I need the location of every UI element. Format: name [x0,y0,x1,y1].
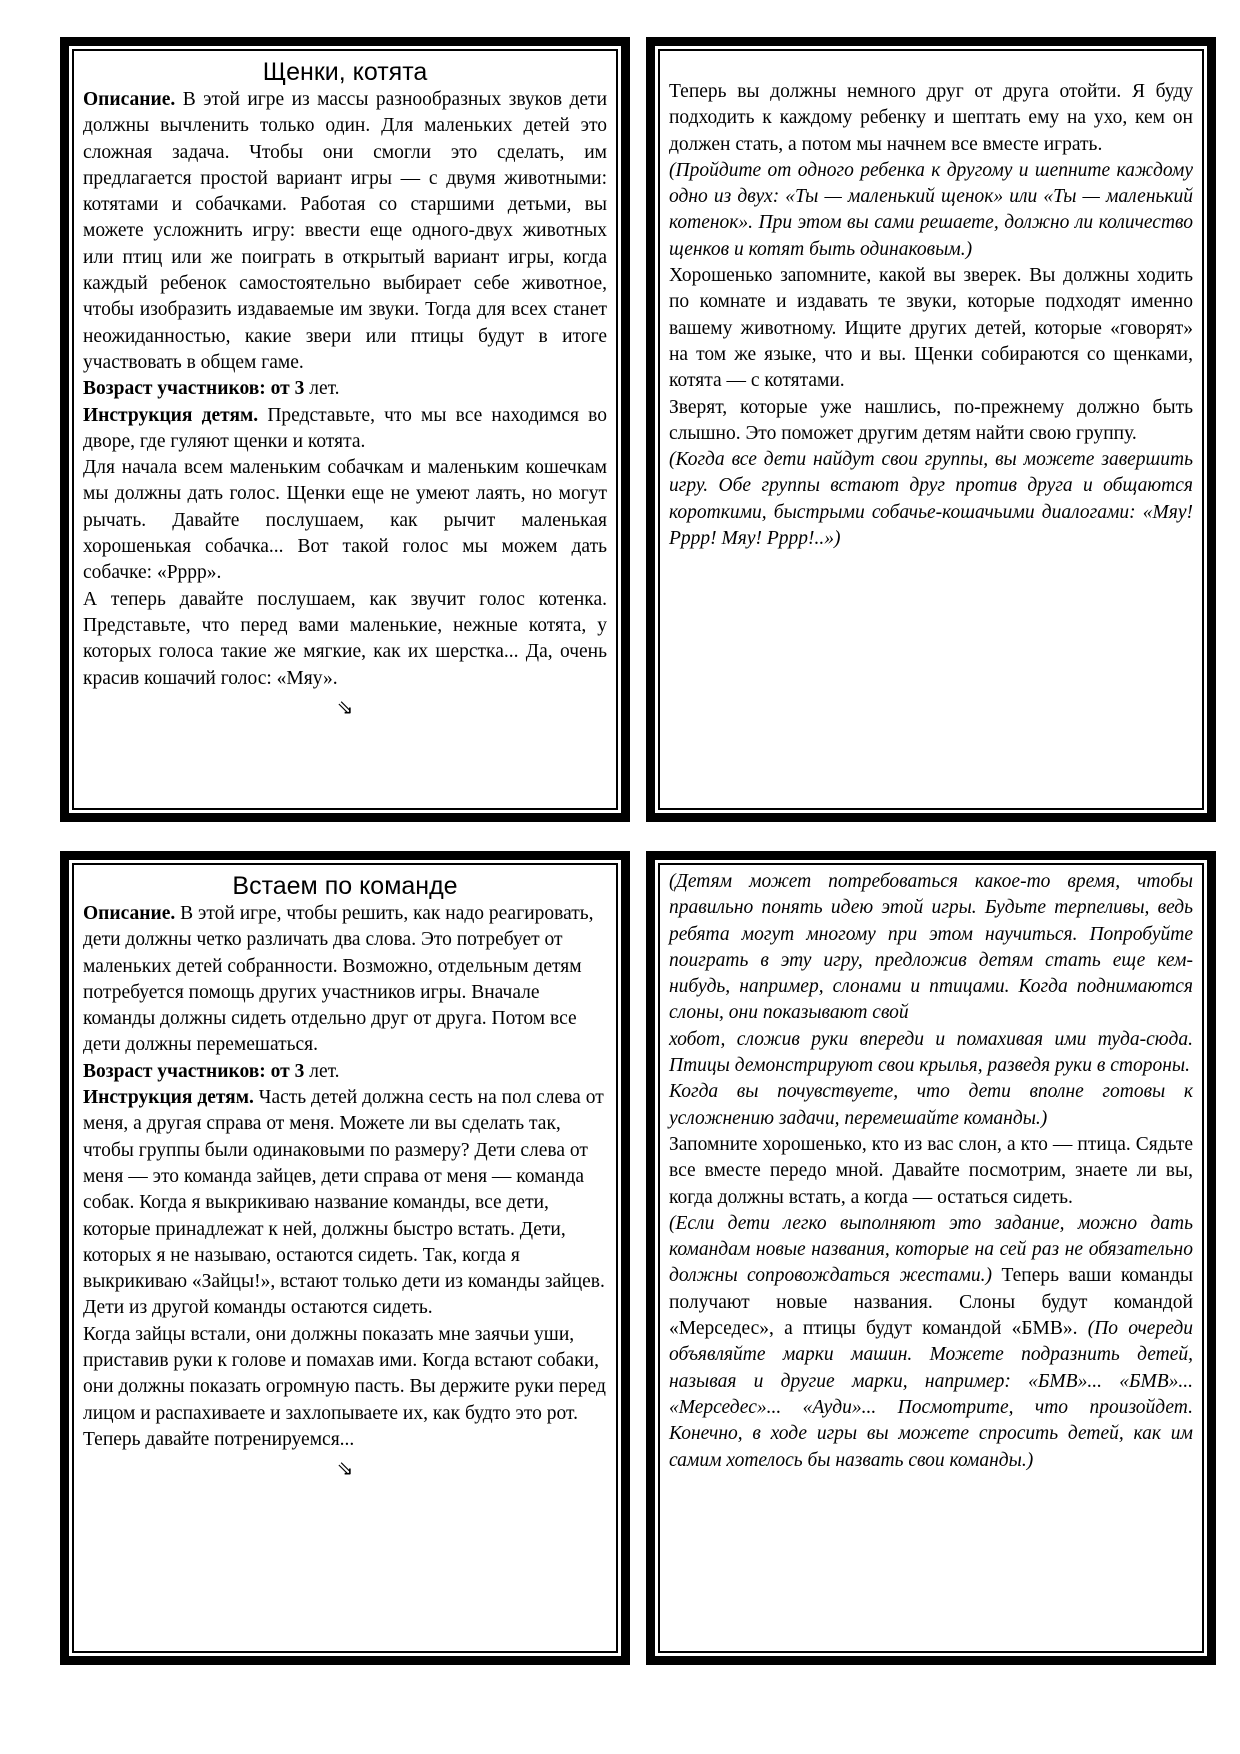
game-card-stand-on-command [60,851,630,1665]
instruction-paragraph [83,403,607,456]
italic-note-text: (Пройдите от одного ребенка к другому и шепните каждому одно из двух: «Ты — маленький щенок» или «Ты — маленький котенок». При этом вы сами решаете, должно ли количество щенков и котят быть одинаковым.) [669,159,1193,260]
body-paragraph: Для начала всем маленьким собачкам и маленьким кошечкам мы должны дать голос. Щенки еще не умеют лаять, но могут рычать. Давайте послушаем, как рычит маленькая хорошенькая собачка... Вот такой голос мы можем дать собачке: «Рррр». [83,457,607,584]
italic-note-text: (Когда все дети найдут свои группы, вы можете завершить игру. Обе группы встают друг против друга и общаются короткими, быстрыми собачье-кошачьими диалогами: «Мяу! Рррр! Мяу! Рррр!..») [669,449,1193,550]
mouse-cursor-icon: ⇘ [336,696,354,719]
italic-note [669,447,1193,552]
description-text: В этой игре из массы разнообразных звуков дети должны вычленить только один. Для маленьких детей это сложная задача. Чтобы они смогли это сделать, им предлагается простой вариант игры — с двумя животными: котятами и собачками. Работая со старшими детьми, вы можете усложнить игру: ввести еще одного-двух животных или птиц или же поиграть в открытый вариант игры, когда каждый ребенок самостоятельно выбирает себе животное, чтобы изобразить издаваемые им звуки. Тогда для всех станет неожиданностью, какие звери или птицы будут в итоге участвовать в общем гаме. [83,89,607,373]
description-paragraph [83,901,607,1059]
italic-note-text: хобот, сложив руки впереди и помахивая ими туда-сюда. Птицы демонстрируют свои крылья, разведя руки в стороны. [669,1028,1193,1077]
instruction-paragraph [83,1085,607,1322]
body-paragraph: Когда зайцы встали, они должны показать мне заячьи уши, приставив руки к голове и помахав ими. Когда встают собаки, они должны показать огромную пасть. Вы держите руки перед лицом и распахиваете и захлопываете их, как будто это рот. Теперь давайте потренируемся... [83,1323,606,1450]
italic-note [669,869,1193,1027]
game-card-stand-on-command-continued [646,851,1216,1665]
italic-note-text: (По очереди объявляйте марки машин. Можете подразнить детей, называя и другие марки, например: «БМВ»... «БМВ»... «Мерседес»... «Ауди»... Посмотрите, что произойдет. Конечно, в ходе игры вы можете спросить детей, как им самим хотелось бы назвать свои команды.) [669,1318,1193,1471]
body-paragraph: Зверят, которые уже нашлись, по-прежнему должно быть слышно. Это поможет другим детям найти свою группу. [669,396,1193,444]
description-text: В этой игре, чтобы решить, как надо реагировать, дети должны четко различать два слова. Это потребует от маленьких детей собранности. Возможно, отдельным детям потребуется помощь других участников игры. Вначале команды должны сидеть отдельно друг от друга. Потом все дети должны перемешаться. [83,903,594,1056]
age-paragraph [83,1059,607,1085]
instruction-label: Инструкция детям. [83,404,259,426]
body-text: Теперь ваши команды получают новые названия. Слоны будут командой «Мерседес», а птицы будут командой «БМВ». [669,1265,1194,1340]
instruction-text: Представьте, что мы все находимся во дворе, где гуляют щенки и котята. [83,404,607,452]
body-paragraph: Хорошенько запомните, какой вы зверек. Вы должны ходить по комнате и издавать те звуки, которые подходят именно вашему животному. Ищите других детей, которые «говорят» на том же языке, что и вы. Щенки собираются со щенками, котята — с котятами. [669,265,1193,392]
age-text: лет. [304,1060,340,1082]
body-paragraph: Теперь вы должны немного друг от друга отойти. Я буду подходить к каждому ребенку и шептать ему на ухо, кем он должен стать, а потом мы начнем все вместе играть. [669,81,1193,155]
age-label: Возраст участников: от 3 [83,378,305,400]
italic-note [669,1027,1193,1080]
age-text: лет. [304,378,340,400]
body-paragraph: Запомните хорошенько, кто из вас слон, а кто — птица. Сядьте все вместе передо мной. Давайте посмотрим, знаете ли вы, когда должны встать, а когда — остаться сидеть. [669,1133,1193,1208]
game-card-puppies-kittens-continued [646,37,1216,822]
card-inner-frame [658,863,1204,1653]
card-inner-frame [72,49,618,810]
instruction-text: Часть детей должна сесть на пол слева от меня, а другая справа от меня. Можете ли вы сделать так, чтобы группы были одинаковыми по размеру? Дети слева от меня — это команда зайцев, дети справа от меня — команда собак. Когда я выкрикиваю название команды, все дети, которые принадлежат к ней, должны быстро встать. Дети, которых я не называю, остаются сидеть. Так, когда я выкрикиваю «Зайцы!», встают только дети из команды зайцев. Дети из другой команды остаются сидеть. [83,1087,605,1319]
description-paragraph [83,87,607,376]
instruction-label: Инструкция детям. [83,1087,254,1109]
italic-note-text: (Детям может потребоваться какое-то время, чтобы правильно понять идею этой игры. Будьте терпеливы, ведь ребята могут многому при этом научиться. Попробуйте поиграть в эту игру, предложив детям стать еще кем-нибудь, например, слонами и птицами. Когда поднимаются слоны, они показывают свой [669,871,1193,1024]
description-label: Описание. [83,903,176,924]
italic-note-text: (Если дети легко выполняют это задание, можно дать командам новые названия, которые на сей раз не обязательно должны сопровождаться жестами.) [669,1212,1193,1287]
mixed-paragraph [669,1211,1193,1474]
card-title: Встаем по команде [232,872,458,900]
mouse-cursor-icon: ⇘ [336,1458,354,1481]
age-label: Возраст участников: от 3 [83,1060,305,1082]
card-inner-frame [658,49,1204,810]
card-inner-frame [72,863,618,1653]
age-paragraph [83,376,607,402]
card-title: Щенки, котята [262,58,428,86]
italic-note-text: Когда вы почувствуете, что дети вполне готовы к усложнению задачи, перемешайте команды.) [669,1081,1193,1129]
body-paragraph: А теперь давайте послушаем, как звучит голос котенка. Представьте, что перед вами маленькие, нежные котята, у которых голоса такие же мягкие, как их шерстка... Да, очень красив кошачий голос: «Мяу». [83,588,607,689]
description-label: Описание. [83,89,176,110]
italic-note [669,1079,1193,1132]
italic-note [669,158,1193,263]
game-card-puppies-kittens [60,37,630,822]
